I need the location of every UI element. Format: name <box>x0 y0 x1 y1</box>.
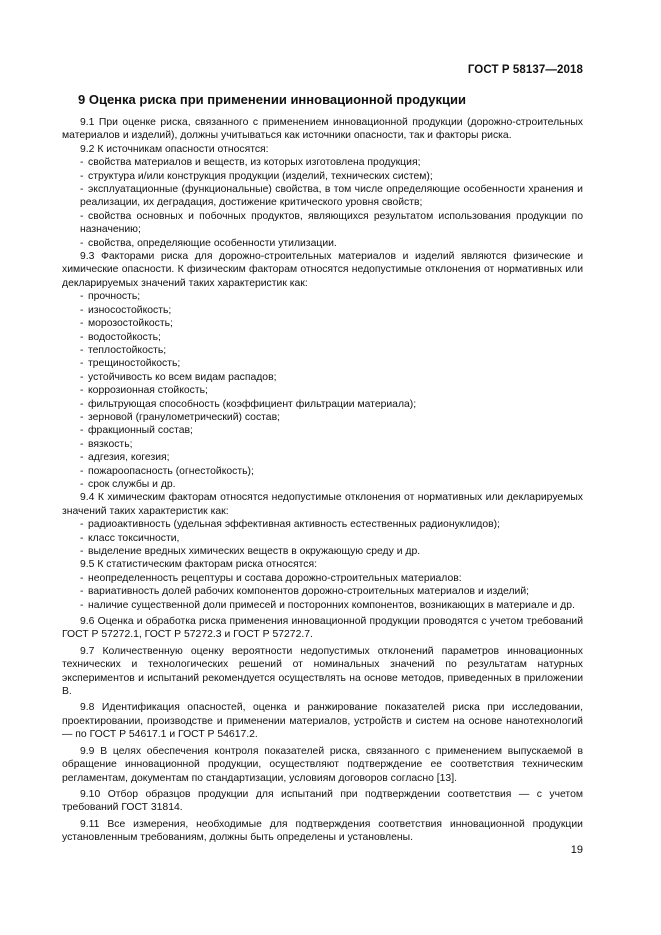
list-dash: - <box>80 358 84 370</box>
list-item-text: фильтрующая способность (коэффициент фильтрации материала); <box>88 398 417 410</box>
list-item <box>62 371 583 384</box>
clause-paragraph: 9.10 Отбор образцов продукции для испытаний при подтверждении соответствия — с учетом требований ГОСТ 31814. <box>62 788 583 814</box>
list-item-text: адгезия, когезия; <box>88 452 170 464</box>
list-dash: - <box>80 304 84 316</box>
list-dash: - <box>80 411 84 423</box>
list-item <box>62 424 583 437</box>
list-dash: - <box>80 170 84 182</box>
page-content <box>62 92 583 845</box>
list-dash: - <box>80 398 84 410</box>
list-dash: - <box>80 546 84 557</box>
list-item <box>62 344 583 357</box>
list-item <box>62 317 583 330</box>
list-item <box>62 357 583 370</box>
list-item-text: наличие существенной доли примесей и посторонних компонентов, возникающих в материале и др. <box>88 599 575 611</box>
list-item <box>62 411 583 424</box>
list-dash: - <box>80 210 84 222</box>
list-dash: - <box>80 452 84 464</box>
list-item <box>62 451 583 464</box>
page-number: 19 <box>570 844 583 856</box>
list-item-text: эксплуатационные (функциональные) свойства, в том числе определяющие особенности хранения и реализации, их деградация, достижение критического уровня свойств; <box>80 184 583 209</box>
list-dash: - <box>80 331 84 343</box>
clause-paragraph: 9.11 Все измерения, необходимые для подтверждения соответствия инновационной продукции установленным требованиям, должны быть определены и установлены. <box>62 818 583 844</box>
clause-paragraph: 9.4 К химическим факторам относятся недопустимые отклонения от нормативных или декларируемых значений таких характеристик как: <box>62 492 583 517</box>
list-item-text: теплостойкость; <box>88 344 167 356</box>
list-item-text: свойства основных и побочных продуктов, являющихся результатом использования продукции по назначению; <box>80 210 583 236</box>
list-dash: - <box>80 519 84 531</box>
list-item <box>62 156 583 169</box>
list-item-text: срок службы и др. <box>88 478 176 490</box>
list-item <box>62 599 583 612</box>
list-item-text: зерновой (гранулометрический) состав; <box>88 411 280 423</box>
list-item-text: устойчивость ко всем видам распадов; <box>88 371 277 383</box>
list-item <box>62 170 583 183</box>
list-dash: - <box>80 425 84 437</box>
list-item <box>62 585 583 598</box>
list-item-text: прочность; <box>88 291 141 303</box>
list-dash: - <box>80 572 84 584</box>
list-dash: - <box>80 157 84 169</box>
list-dash: - <box>80 599 84 611</box>
clause-paragraph: 9.2 К источникам опасности относятся: <box>80 143 269 155</box>
clause-paragraph: 9.6 Оценка и обработка риска применения инновационной продукции проводятся с учетом требований ГОСТ Р 57272.1, ГОСТ Р 57272.3 и ГОСТ Р 57272.7. <box>62 616 583 641</box>
list-item-text: вязкость; <box>88 438 133 450</box>
list-item <box>62 518 583 531</box>
list-dash: - <box>80 478 84 490</box>
list-dash: - <box>80 465 84 477</box>
list-dash: - <box>80 438 84 450</box>
list-item-text: радиоактивность (удельная эффективная активность естественных радионуклидов); <box>88 519 500 531</box>
list-dash: - <box>80 344 84 356</box>
list-item-text: структура и/или конструкция продукции (изделий, технических систем); <box>88 170 433 182</box>
list-item-text: свойства, определяющие особенности утилизации. <box>88 237 337 249</box>
clause-paragraph: 9.1 При оценке риска, связанного с применением инновационной продукции (дорожно-строительных материалов и изделий), должны учитываться как источники опасности, так и факторы риска. <box>62 117 583 142</box>
list-item <box>62 331 583 344</box>
list-item <box>62 384 583 397</box>
list-item <box>62 183 583 210</box>
list-item-text: класс токсичности, <box>88 532 180 544</box>
clause-paragraph: 9.5 К статистическим факторам риска относятся: <box>80 559 317 571</box>
list-item <box>62 210 583 237</box>
list-dash: - <box>80 184 84 196</box>
section-body <box>62 116 583 845</box>
list-item <box>62 545 583 558</box>
list-item-text: морозостойкость; <box>88 318 173 330</box>
list-dash: - <box>80 291 84 303</box>
list-item <box>62 438 583 451</box>
list-item-text: свойства материалов и веществ, из которых изготовлена продукция; <box>88 157 421 169</box>
list-item <box>62 290 583 303</box>
list-item <box>62 465 583 478</box>
list-dash: - <box>80 237 84 249</box>
list-item <box>62 304 583 317</box>
list-item <box>62 532 583 545</box>
document-id-header: ГОСТ Р 58137—2018 <box>467 64 583 76</box>
list-item-text: водостойкость; <box>88 331 161 343</box>
list-item <box>62 478 583 491</box>
list-item-text: выделение вредных химических веществ в окружающую среду и др. <box>88 546 421 557</box>
list-item <box>62 572 583 585</box>
clause-paragraph: 9.7 Количественную оценку вероятности недопустимых отклонений параметров инновационных технических и технологических решений от номинальных значений по результатам натурных экспериментов и испытаний рекомендуется осуществлять на основе методов, приведенных в приложении В. <box>62 645 583 698</box>
list-item-text: неопределенность рецептуры и состава дорожно-строительных материалов: <box>88 572 462 584</box>
clause-paragraph: 9.8 Идентификация опасностей, оценка и ранжирование показателей риска при исследовании, проектировании, производстве и применении материалов, устройств и систем на основе нанотехнологий — по ГОСТ Р 54617.1 и ГОСТ Р 54617.2. <box>62 702 583 741</box>
list-item-text: фракционный состав; <box>88 425 193 437</box>
clause-paragraph: 9.3 Факторами риска для дорожно-строительных материалов и изделий являются физические и химические опасности. К физическим факторам относятся недопустимые отклонения от нормативных или декларируемых значений таких характеристик как: <box>62 251 583 289</box>
list-dash: - <box>80 385 84 397</box>
list-item-text: трещиностойкость; <box>88 358 181 370</box>
list-item-text: коррозионная стойкость; <box>88 385 208 397</box>
clause-paragraph: 9.9 В целях обеспечения контроля показателей риска, связанного с применением выпускаемой в обращение инновационной продукции, осуществляют подтверждение ее соответствия техническим регламентам, документам по стандартизации, условиям договоров согласно [13]. <box>62 745 583 784</box>
list-item-text: износостойкость; <box>88 304 172 316</box>
list-dash: - <box>80 371 84 383</box>
list-dash: - <box>80 586 84 598</box>
list-dash: - <box>80 532 84 544</box>
section-heading: 9 Оценка риска при применении инновационной продукции <box>78 92 466 107</box>
list-item-text: пожароопасность (огнестойкость); <box>88 465 254 477</box>
list-item <box>62 398 583 411</box>
list-item <box>62 237 583 250</box>
list-item-text: вариативность долей рабочих компонентов дорожно-строительных материалов и изделий; <box>88 586 530 598</box>
list-dash: - <box>80 318 84 330</box>
